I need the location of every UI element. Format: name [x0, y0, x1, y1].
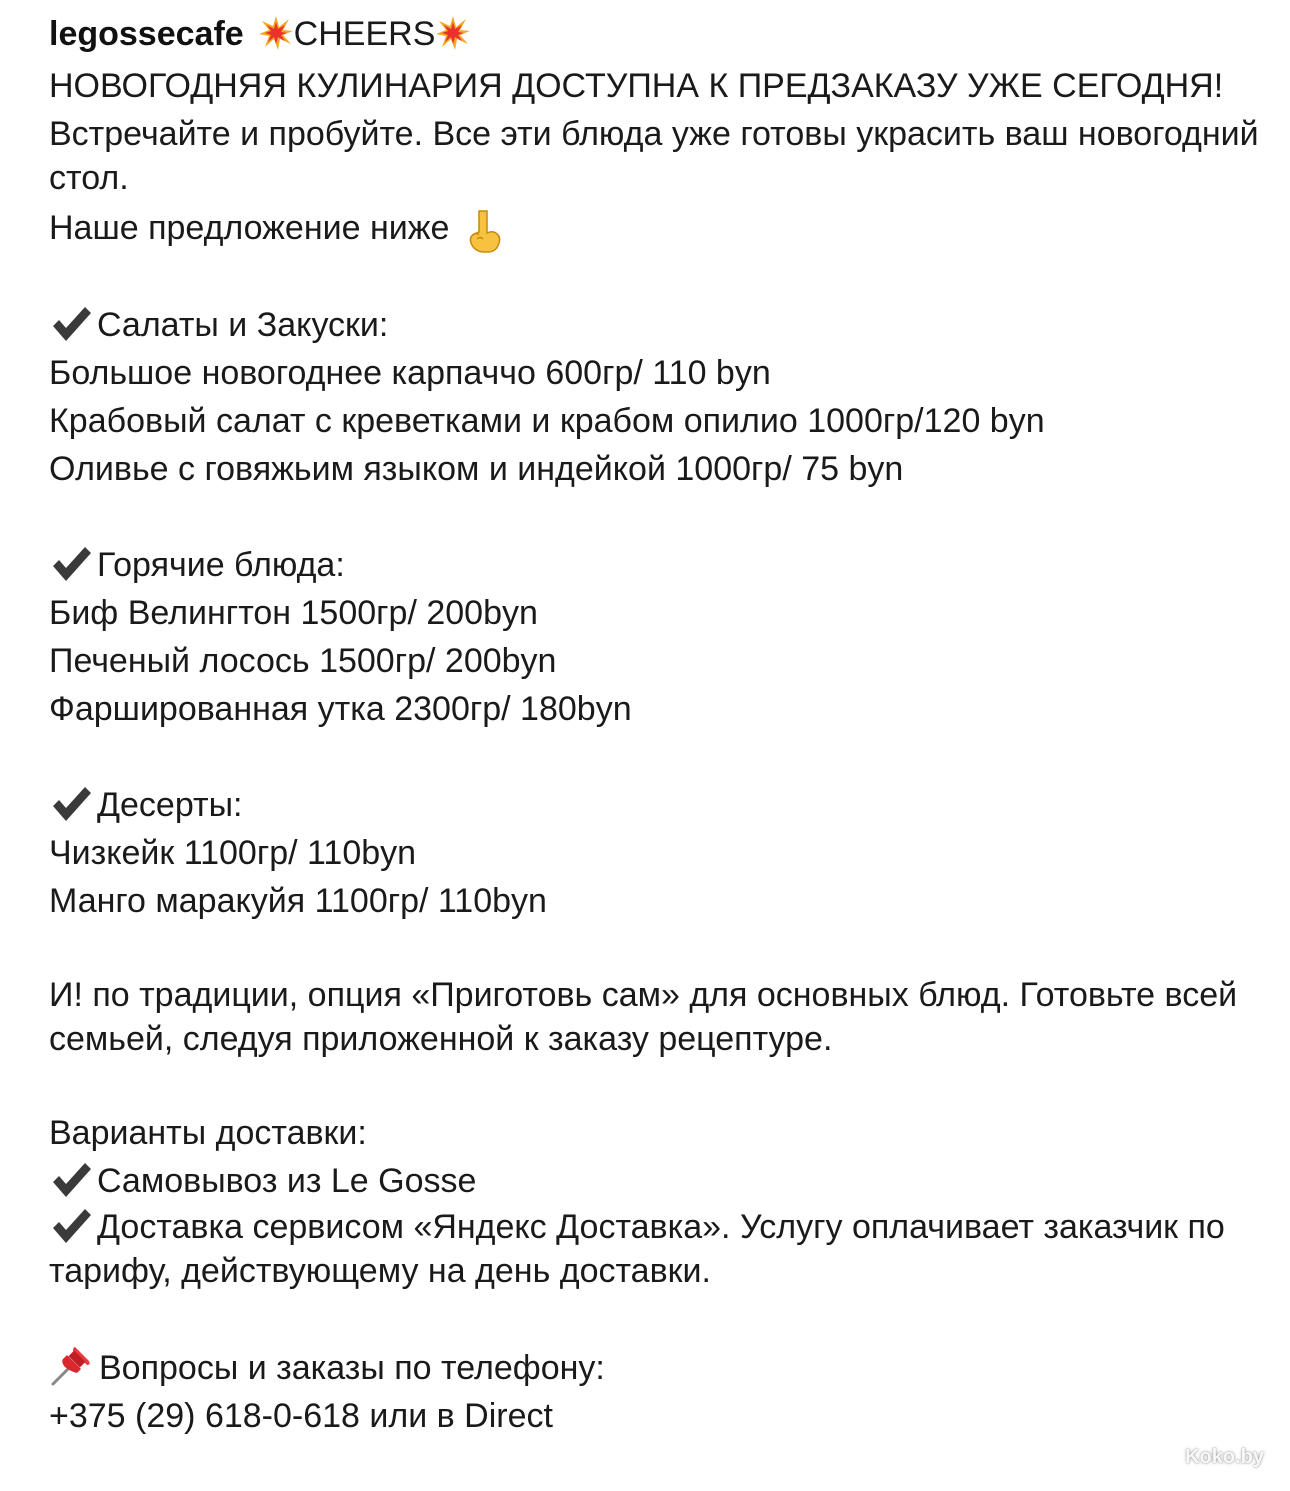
section-heading-desserts: Десерты: [49, 781, 1269, 829]
watermark: Koko.by [1185, 1446, 1264, 1468]
collision-icon [258, 15, 294, 51]
section-heading-hot: Горячие блюда: [49, 541, 1269, 589]
list-item: Печеный лосось 1500гр/ 200byn [49, 642, 557, 680]
offer-line [49, 204, 1269, 253]
heavy-check-mark-icon [49, 544, 93, 584]
pushpin-icon [49, 1341, 97, 1387]
heavy-check-mark-icon [49, 304, 93, 344]
delivery-option: Доставка сервисом «Яндекс Доставка». Услугу оплачивает заказчик по тарифу, действующему на день доставки. [49, 1208, 1225, 1290]
heavy-check-mark-icon [49, 1160, 93, 1200]
post-title: НОВОГОДНЯЯ КУЛИНАРИЯ ДОСТУПНА К ПРЕДЗАКАЗУ УЖЕ СЕГОДНЯ! [49, 67, 1224, 105]
phone-line[interactable]: +375 (29) 618-0-618 или в Direct [49, 1397, 553, 1435]
tradition-text: И! по традиции, опция «Приготовь сам» для основных блюд. Готовьте всей семьей, следуя приложенной к заказу рецептуре. [49, 976, 1238, 1058]
username-link[interactable]: legossecafe [49, 15, 244, 53]
list-item: Биф Велингтон 1500гр/ 200byn [49, 594, 538, 632]
post-intro: Встречайте и пробуйте. Все эти блюда уже готовы украсить ваш новогодний стол. [49, 115, 1259, 197]
list-item: Большое новогоднее карпаччо 600гр/ 110 byn [49, 354, 771, 392]
list-item: Оливье с говяжьим языком и индейкой 1000гр/ 75 byn [49, 450, 904, 488]
list-item: Манго маракуйя 1100гр/ 110byn [49, 882, 547, 920]
post-caption [49, 0, 1269, 1440]
section-heading-salads: Салаты и Закуски: [49, 301, 1269, 349]
list-item: Фаршированная утка 2300гр/ 180byn [49, 690, 632, 728]
list-item: Крабовый салат с креветками и крабом опилио 1000гр/120 byn [49, 402, 1045, 440]
heavy-check-mark-icon [49, 784, 93, 824]
delivery-heading: Варианты доставки: [49, 1114, 367, 1152]
collision-icon [435, 15, 471, 51]
list-item: Чизкейк 1100гр/ 110byn [49, 834, 417, 872]
caption-header [49, 0, 1269, 68]
offer-line-text: Наше предложение ниже [49, 209, 450, 247]
pointing-down-icon [467, 209, 503, 253]
contact-heading: Вопросы и заказы по телефону: [49, 1341, 1269, 1392]
delivery-option: Самовывоз из Le Gosse [49, 1157, 1269, 1205]
heavy-check-mark-icon [49, 1206, 93, 1246]
header-text: CHEERS [293, 15, 436, 53]
